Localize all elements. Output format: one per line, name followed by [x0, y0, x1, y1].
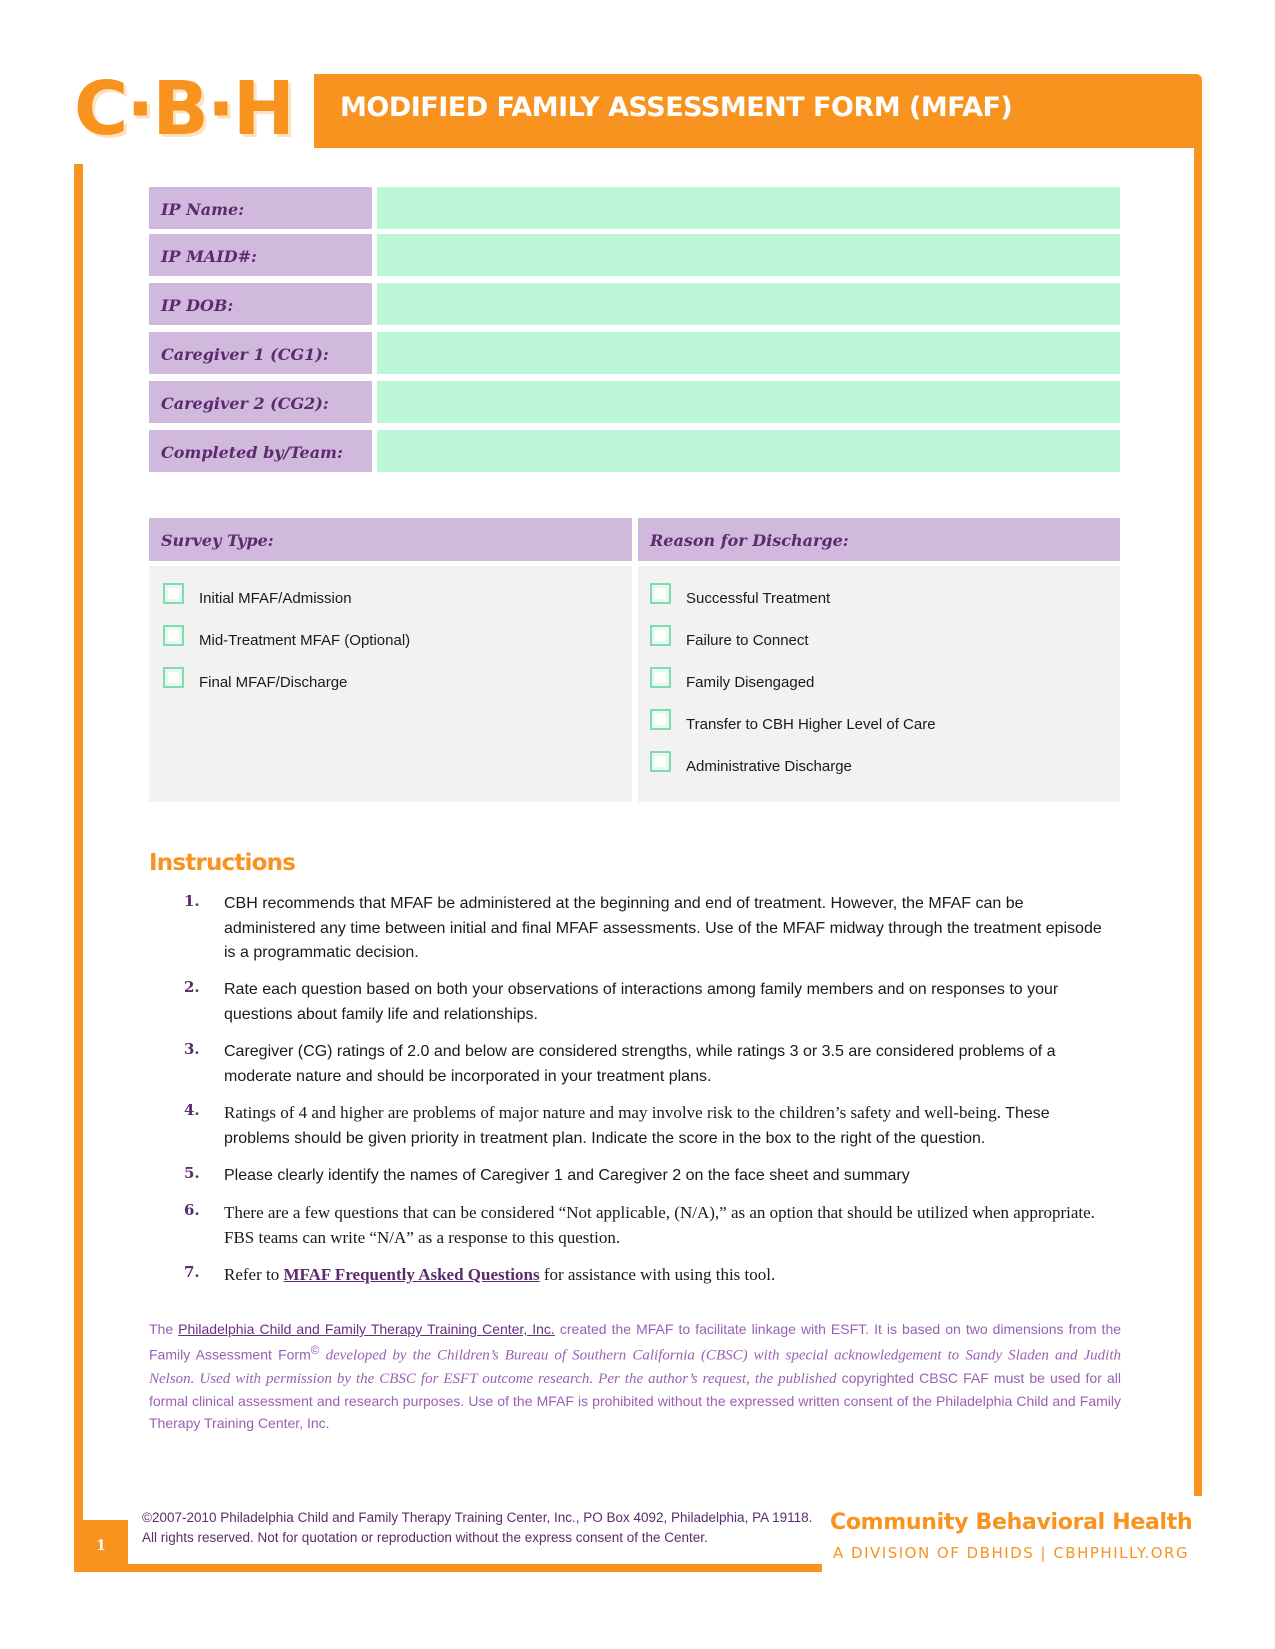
instruction-text-part-b: These problems should be given priority in treatment plan. Indicate the score in the box to the right of the question. — [224, 1105, 1050, 1147]
ip-dob-label: IP DOB: — [149, 283, 372, 325]
info-row-caregiver-1 — [149, 332, 1120, 374]
discharge-successful-checkbox[interactable] — [650, 583, 671, 604]
page-number: 1 — [74, 1520, 128, 1572]
discharge-disengaged-label: Family Disengaged — [686, 674, 815, 691]
cbh-org-subtitle: A DIVISION OF DBHIDS | CBHPHILLY.ORG — [833, 1544, 1190, 1562]
attribution-note — [149, 1318, 1121, 1434]
caregiver-2-field[interactable] — [377, 381, 1120, 423]
instruction-text: There are a few questions that can be considered “Not applicable, (N/A),” as an option that should be utilized when appropriate. FBS teams can write “N/A” as a response to this question. — [224, 1203, 1095, 1247]
instruction-number: 6. — [184, 1201, 200, 1219]
instruction-text — [224, 1101, 1104, 1151]
training-center-link[interactable]: Philadelphia Child and Family Therapy Training Center, Inc. — [178, 1321, 555, 1337]
ip-name-field[interactable] — [377, 187, 1120, 229]
instruction-text — [224, 1263, 1104, 1288]
survey-type-panel — [149, 566, 632, 802]
discharge-failure-label: Failure to Connect — [686, 632, 809, 649]
survey-initial-checkbox[interactable] — [163, 583, 184, 604]
bottom-border — [74, 1564, 822, 1572]
survey-final-checkbox[interactable] — [163, 667, 184, 688]
left-border — [74, 164, 83, 1572]
ip-name-label: IP Name: — [149, 187, 372, 229]
instruction-number: 5. — [184, 1164, 200, 1182]
info-row-ip-name — [149, 187, 1120, 229]
ip-dob-field[interactable] — [377, 283, 1120, 325]
instruction-text-part-a: Ratings of 4 and higher are problems of major nature and may involve risk to the children’s safety and well-being. — [224, 1103, 1002, 1122]
right-border — [1194, 146, 1202, 1496]
cbh-org-name: Community Behavioral Health — [830, 1510, 1193, 1535]
instruction-text-post: for assistance with using this tool. — [543, 1265, 776, 1284]
title-bar — [314, 74, 1202, 148]
instruction-text: Please clearly identify the names of Caregiver 1 and Caregiver 2 on the face sheet and summary — [224, 1167, 910, 1184]
discharge-panel — [638, 566, 1120, 802]
note-part-3: developed by the Children’s Bureau of Southern California (CBSC) with special acknowledgement to Sandy Sladen and Judith Nelson. Used with permission by the CBSC for ESFT outcome research. Per the author’s request, the published — [149, 1347, 1122, 1387]
discharge-administrative-label: Administrative Discharge — [686, 758, 852, 775]
instructions-title: Instructions — [149, 850, 296, 876]
note-part-1: The — [149, 1321, 174, 1337]
survey-mid-label: Mid-Treatment MFAF (Optional) — [199, 632, 411, 649]
info-row-completed-by — [149, 430, 1120, 472]
discharge-failure-checkbox[interactable] — [650, 625, 671, 646]
discharge-disengaged-checkbox[interactable] — [650, 667, 671, 688]
info-row-ip-dob — [149, 283, 1120, 325]
footer-copyright: ©2007-2010 Philadelphia Child and Family Therapy Training Center, Inc., PO Box 4092, Philadelphia, PA 19118. All rights reserved. Not for quotation or reproduction without the express consent of the Center. — [142, 1510, 813, 1545]
instruction-text: Caregiver (CG) ratings of 2.0 and below are considered strengths, while ratings 3 or 3.5 are considered problems of a moderate nature and should be incorporated in your treatment plans. — [224, 1043, 1056, 1085]
info-row-ip-maid — [149, 234, 1120, 276]
faq-link[interactable]: MFAF Frequently Asked Questions — [283, 1265, 540, 1284]
survey-type-heading: Survey Type: — [149, 518, 632, 561]
note-part-2: created the MFAF to facilitate linkage with ESFT. It is based on two dimensions from the Family Assessment Form — [149, 1321, 1122, 1363]
copyright-mark: © — [310, 1344, 320, 1357]
ip-maid-label: IP MAID#: — [149, 234, 372, 276]
discharge-successful-label: Successful Treatment — [686, 590, 831, 607]
cbh-logo: C·B·H — [74, 66, 293, 152]
caregiver-1-label: Caregiver 1 (CG1): — [149, 332, 372, 374]
instruction-number: 7. — [184, 1263, 200, 1281]
instruction-number: 3. — [184, 1040, 200, 1058]
instruction-text-pre: Refer to — [224, 1265, 280, 1284]
discharge-administrative-checkbox[interactable] — [650, 751, 671, 772]
completed-by-field[interactable] — [377, 430, 1120, 472]
discharge-transfer-checkbox[interactable] — [650, 709, 671, 730]
instruction-number: 4. — [184, 1101, 200, 1119]
completed-by-label: Completed by/Team: — [149, 430, 372, 472]
instruction-text: Rate each question based on both your observations of interactions among family members and on responses to your questions about family life and relationships. — [224, 981, 1059, 1023]
info-row-caregiver-2 — [149, 381, 1120, 423]
caregiver-1-field[interactable] — [377, 332, 1120, 374]
discharge-transfer-label: Transfer to CBH Higher Level of Care — [686, 716, 936, 733]
caregiver-2-label: Caregiver 2 (CG2): — [149, 381, 372, 423]
instruction-text: CBH recommends that MFAF be administered at the beginning and end of treatment. However, the MFAF can be administered any time between initial and final MFAF assessments. Use of the MFAF midway through the treatment episode is a programmatic decision. — [224, 895, 1102, 961]
logo-area — [38, 46, 298, 158]
survey-mid-checkbox[interactable] — [163, 625, 184, 646]
discharge-heading: Reason for Discharge: — [638, 518, 1120, 561]
form-title: MODIFIED FAMILY ASSESSMENT FORM (MFAF) — [340, 92, 1013, 123]
survey-final-label: Final MFAF/Discharge — [199, 674, 348, 691]
note-part-4: copyrighted CBSC FAF must be used for all formal clinical assessment and research purposes. Use of the MFAF is prohibited without the expressed written consent of the Philadelphia Child and Family Therapy Training Center, Inc. — [149, 1369, 1121, 1431]
ip-maid-field[interactable] — [377, 234, 1120, 276]
instruction-number: 2. — [184, 978, 200, 996]
survey-initial-label: Initial MFAF/Admission — [199, 590, 352, 607]
instruction-number: 1. — [184, 892, 200, 910]
